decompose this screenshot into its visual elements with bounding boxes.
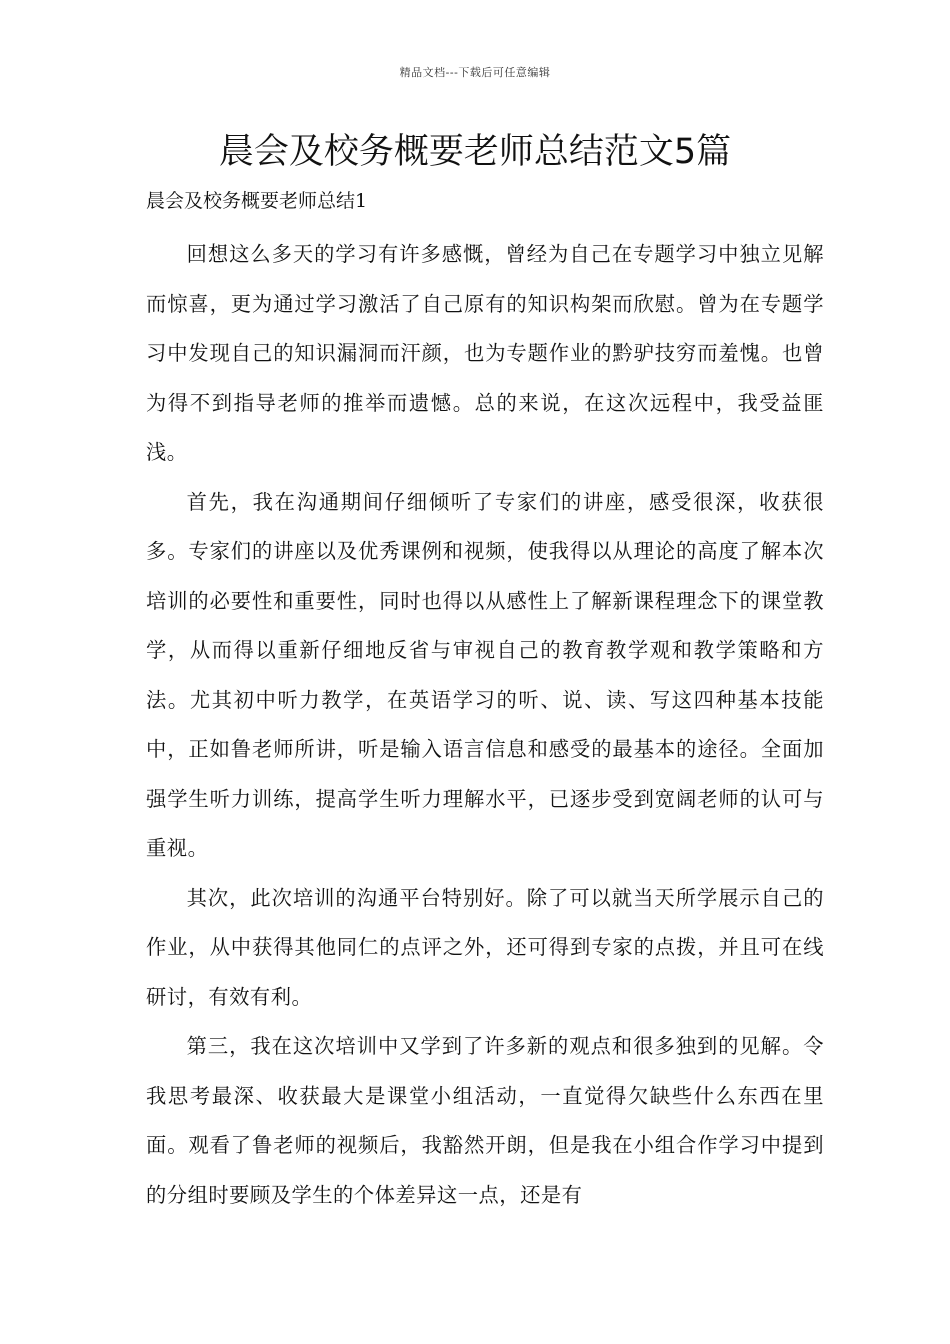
section-subtitle: 晨会及校务概要老师总结1	[146, 190, 368, 212]
document-body	[146, 230, 824, 1220]
paragraph-2: 首先，我在沟通期间仔细倾听了专家们的讲座，感受很深，收获很多。专家们的讲座以及优秀课例和视频，使我得以从理论的高度了解本次培训的必要性和重要性，同时也得以从感性上了解新课程理念下的课堂教学，从而得以重新仔细地反省与审视自己的教育教学观和教学策略和方法。尤其初中听力教学，在英语学习的听、说、读、写这四种基本技能中，正如鲁老师所讲，听是输入语言信息和感受的最基本的途径。全面加强学生听力训练，提高学生听力理解水平，已逐步受到宽阔老师的认可与重视。	[146, 489, 824, 860]
document-title: 晨会及校务概要老师总结范文5篇	[218, 132, 732, 172]
paragraph-3: 其次，此次培训的沟通平台特别好。除了可以就当天所学展示自己的作业，从中获得其他同仁的点评之外，还可得到专家的点拨，并且可在线研讨，有效有利。	[146, 885, 824, 1009]
header-note: 精品文档---下载后可任意编辑	[399, 66, 551, 79]
paragraph-1: 回想这么多天的学习有许多感慨，曾经为自己在专题学习中独立见解而惊喜，更为通过学习激活了自己原有的知识构架而欣慰。曾为在专题学习中发现自己的知识漏洞而汗颜，也为专题作业的黔驴技穷而羞愧。也曾为得不到指导老师的推举而遗憾。总的来说，在这次远程中，我受益匪浅。	[146, 242, 824, 464]
paragraph-4: 第三，我在这次培训中又学到了许多新的观点和很多独到的见解。令我思考最深、收获最大是课堂小组活动，一直觉得欠缺些什么东西在里面。观看了鲁老师的视频后，我豁然开朗，但是我在小组合作学习中提到的分组时要顾及学生的个体差异这一点，还是有	[146, 1034, 824, 1207]
